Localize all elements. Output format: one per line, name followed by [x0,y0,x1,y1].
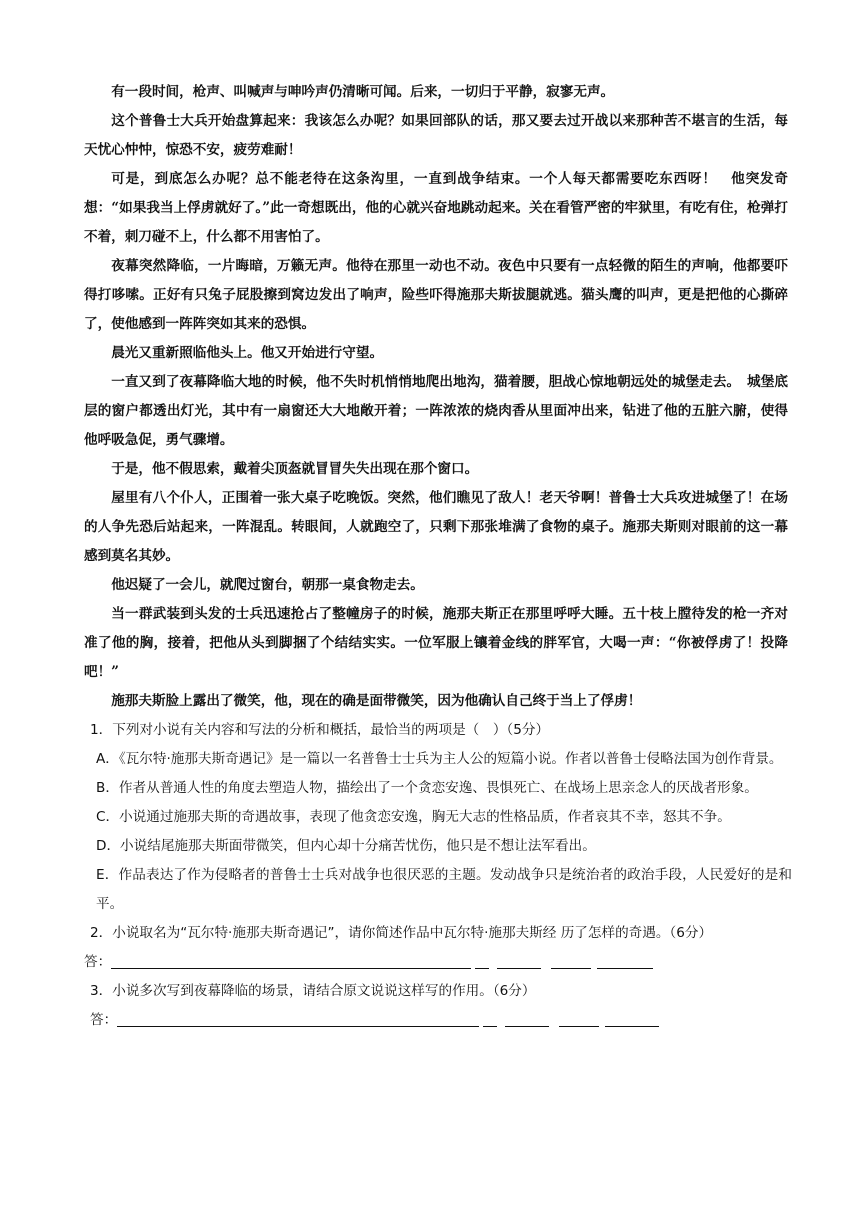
story-paragraph-8: 屋里有八个仆人，正围着一张大桌子吃晚饭。突然，他们瞧见了敌人！老天爷啊！普鲁士大兵攻进城堡了！在场的人争先恐后站起来，一阵混乱。转眼间，人就跑空了，只剩下那张堆满了食物的桌子。施那夫斯则对眼前的这一幕感到莫名其妙。 [84,490,788,564]
story-paragraph-7: 于是，他不假思索，戴着尖顶盔就冒冒失失出现在那个窗口。 [111,461,479,477]
questions-section [84,716,792,1035]
question-3-title: 3．小说多次写到夜幕降临的场景，请结合原文说说这样写的作用。（6分） [90,983,536,999]
question-2-title: 2．小说取名为“瓦尔特·施那夫斯奇遇记”，请你简述作品中瓦尔特·施那夫斯经 历了怎样的奇遇。（6分） [90,925,713,941]
answer-underline [505,1026,549,1027]
question-1-option-e: E．作品表达了作为侵略者的普鲁士士兵对战争也很厌恶的主题。发动战争只是统治者的政治手段，人民爱好的是和平。 [96,867,792,912]
answer-underline [559,1026,599,1027]
question-3 [84,977,792,1035]
question-1-option-a: A．《瓦尔特·施那夫斯奇遇记》是一篇以一名普鲁士士兵为主人公的短篇小说。作者以普鲁士侵略法国为创作背景。 [96,751,783,767]
question-1 [84,716,792,919]
story-paragraph-11: 施那夫斯脸上露出了微笑，他，现在的确是面带微笑，因为他确认自己终于当上了俘虏！ [111,693,642,709]
question-3-answer-area[interactable] [84,1006,792,1035]
answer-underline [475,968,489,969]
story-paragraph-4: 夜幕突然降临，一片晦暗，万籁无声。他待在那里一动也不动。夜色中只要有一点轻微的陌生的声响，他都要吓得打哆嗦。正好有只兔子屁股擦到窝边发出了响声，险些吓得施那夫斯拔腿就逃。猫头鹰的叫声，更是把他的心撕碎了，使他感到一阵阵突如其来的恐惧。 [84,258,788,332]
question-2-answer-label: 答： [84,954,112,970]
answer-underline [483,1026,497,1027]
question-2-answer-area[interactable] [84,948,792,977]
question-1-option-d: D．小说结尾施那夫斯面带微笑，但内心却十分痛苦忧伤，他只是不想让法军看出。 [96,838,596,854]
answer-underline [497,968,541,969]
story-paragraph-9: 他迟疑了一会儿，就爬过窗台，朝那一桌食物走去。 [111,577,424,593]
question-2 [84,919,792,977]
answer-underline [597,968,653,969]
story-paragraph-3: 可是，到底怎么办呢？总不能老待在这条沟里，一直到战争结束。一个人每天都需要吃东西呀！ 他突发奇想：“如果我当上俘虏就好了。”此一奇想既出，他的心就兴奋地跳动起来。关在看管严密的牢狱里，有吃有住，枪弹打不着，刺刀碰不上，什么都不用害怕了。 [84,171,788,245]
question-1-title: 1．下列对小说有关内容和写法的分析和概括，最恰当的两项是（ ）（5分） [90,722,550,738]
story-text [84,78,788,716]
answer-underline [117,1026,479,1027]
question-1-option-c: C．小说通过施那夫斯的奇遇故事，表现了他贪恋安逸，胸无大志的性格品质，作者哀其不幸，怒其不争。 [96,809,731,825]
question-3-answer-label: 答： [90,1012,118,1028]
story-paragraph-5: 晨光又重新照临他头上。他又开始进行守望。 [111,345,384,361]
answer-underline [605,1026,659,1027]
story-paragraph-10: 当一群武装到头发的士兵迅速抢占了整幢房子的时候，施那夫斯正在那里呼呼大睡。五十枝上膛待发的枪一齐对准了他的胸，接着，把他从头到脚捆了个结结实实。一位军服上镶着金线的胖军官，大喝一声：“你被俘虏了！投降吧！” [84,606,788,680]
answer-underline [551,968,591,969]
answer-underline [111,968,471,969]
question-1-option-b: B．作者从普通人性的角度去塑造人物，描绘出了一个贪恋安逸、畏惧死亡、在战场上思亲念人的厌战者形象。 [96,780,758,796]
story-paragraph-2: 这个普鲁士大兵开始盘算起来：我该怎么办呢？如果回部队的话，那又要去过开战以来那种苦不堪言的生活，每天忧心忡忡，惊恐不安，疲劳难耐！ [84,113,788,158]
story-paragraph-6: 一直又到了夜幕降临大地的时候，他不失时机悄悄地爬出地沟，猫着腰，胆战心惊地朝远处的城堡走去。 城堡底层的窗户都透出灯光，其中有一扇窗还大大地敞开着；一阵浓浓的烧肉香从里面冲出来，钻进了他的五脏六腑，使得他呼吸急促，勇气骤增。 [84,374,788,448]
story-paragraph-1: 有一段时间，枪声、叫喊声与呻吟声仍清晰可闻。后来，一切归于平静，寂寥无声。 [111,84,615,100]
